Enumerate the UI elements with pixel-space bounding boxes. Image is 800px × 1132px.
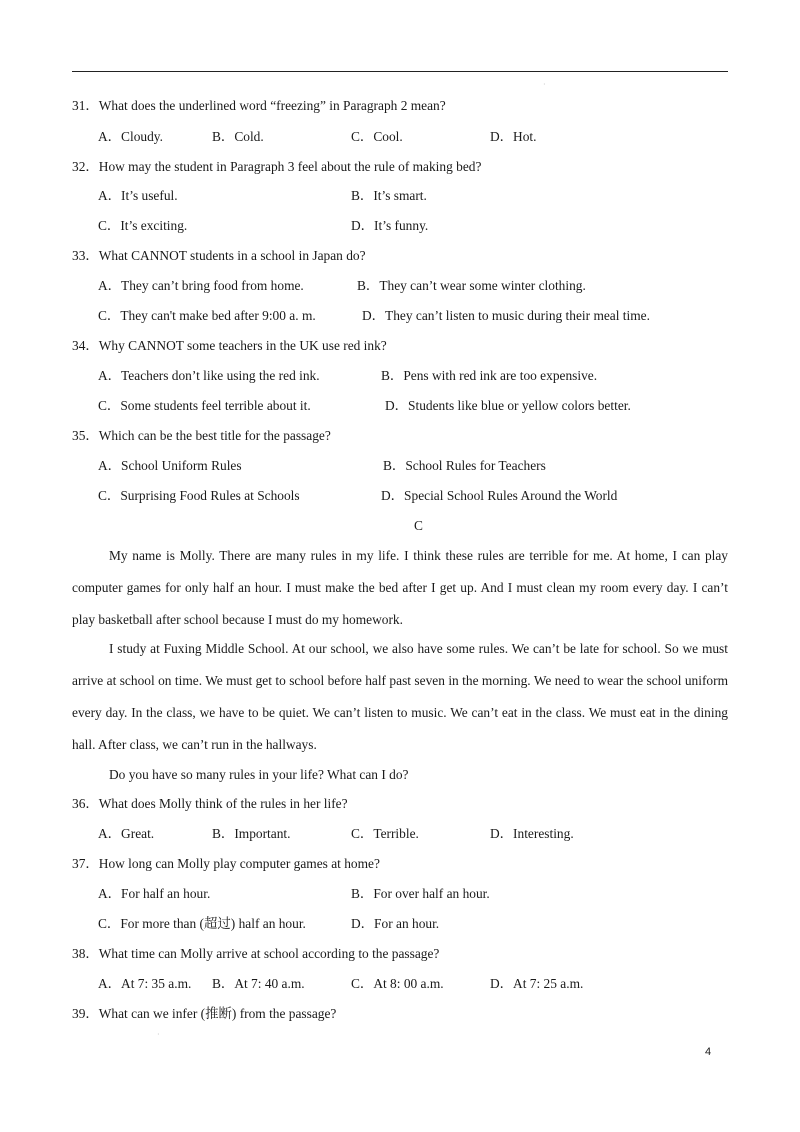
- passage-paragraph-2: I study at Fuxing Middle School. At our school, we also have some rules. We can’t be late for school. So we must arrive at school on time. We must get to school before half past seven in the morning. We need to wear the school uniform every day. In the class, we have to be quiet. We can’t listen to music. We can’t eat in the class. We must eat in the dining hall. After class, we can’t run in the hallways.: [72, 641, 728, 752]
- q38-option-c: C．At 8: 00 a.m.: [351, 976, 444, 991]
- q36-option-c: C．Terrible.: [351, 826, 419, 841]
- q32-option-a: A．It’s useful.: [98, 188, 178, 203]
- q35-option-b: B．School Rules for Teachers: [383, 458, 546, 473]
- q38-option-a: A．At 7: 35 a.m.: [98, 976, 192, 991]
- q31-option-a: A．Cloudy.: [98, 129, 163, 144]
- passage-paragraph-3: Do you have so many rules in your life? What can I do?: [109, 767, 409, 782]
- q35-option-c: C．Surprising Food Rules at Schools: [98, 488, 300, 503]
- question-31-stem: 31．What does the underlined word “freezing” in Paragraph 2 mean?: [72, 98, 446, 113]
- question-37-stem: 37．How long can Molly play computer games at home?: [72, 856, 380, 871]
- q37-option-c: C．For more than (超过) half an hour.: [98, 916, 306, 931]
- q31-option-d: D．Hot.: [490, 129, 537, 144]
- header-rule: [72, 71, 728, 72]
- q33-option-a: A．They can’t bring food from home.: [98, 278, 304, 293]
- q37-option-a: A．For half an hour.: [98, 886, 211, 901]
- q33-option-c: C．They can't make bed after 9:00 a. m.: [98, 308, 316, 323]
- question-32-stem: 32．How may the student in Paragraph 3 feel about the rule of making bed?: [72, 159, 482, 174]
- page-number: 4: [705, 1046, 712, 1058]
- q34-option-d: D．Students like blue or yellow colors better.: [385, 398, 631, 413]
- q36-option-d: D．Interesting.: [490, 826, 574, 841]
- q32-option-c: C．It’s exciting.: [98, 218, 188, 233]
- section-label: C: [414, 518, 423, 533]
- scan-speck: ·: [157, 1030, 160, 1039]
- q33-option-b: B．They can’t wear some winter clothing.: [357, 278, 586, 293]
- q33-option-d: D．They can’t listen to music during their meal time.: [362, 308, 650, 323]
- scan-speck: ·: [543, 80, 546, 89]
- q32-option-b: B．It’s smart.: [351, 188, 427, 203]
- question-34-stem: 34．Why CANNOT some teachers in the UK use red ink?: [72, 338, 387, 353]
- q37-option-d: D．For an hour.: [351, 916, 440, 931]
- q34-option-a: A．Teachers don’t like using the red ink.: [98, 368, 320, 383]
- q32-option-d: D．It’s funny.: [351, 218, 429, 233]
- q35-option-a: A．School Uniform Rules: [98, 458, 242, 473]
- question-38-stem: 38．What time can Molly arrive at school according to the passage?: [72, 946, 440, 961]
- q38-option-d: D．At 7: 25 a.m.: [490, 976, 584, 991]
- question-35-stem: 35．Which can be the best title for the passage?: [72, 428, 331, 443]
- q34-option-b: B．Pens with red ink are too expensive.: [381, 368, 598, 383]
- question-36-stem: 36．What does Molly think of the rules in her life?: [72, 796, 348, 811]
- passage-paragraph-1: My name is Molly. There are many rules in my life. I think these rules are terrible for me. At home, I can play computer games for only half an hour. I must make the bed after I get up. And I must clean my room every day. I can’t play basketball after school because I must do my homework.: [72, 548, 728, 627]
- q31-option-c: C．Cool.: [351, 129, 403, 144]
- q34-option-c: C．Some students feel terrible about it.: [98, 398, 311, 413]
- question-33-stem: 33．What CANNOT students in a school in Japan do?: [72, 248, 366, 263]
- q37-option-b: B．For over half an hour.: [351, 886, 490, 901]
- q35-option-d: D．Special School Rules Around the World: [381, 488, 618, 503]
- q38-option-b: B．At 7: 40 a.m.: [212, 976, 305, 991]
- q31-option-b: B．Cold.: [212, 129, 264, 144]
- question-39-stem: 39．What can we infer (推断) from the passage?: [72, 1006, 337, 1021]
- q36-option-a: A．Great.: [98, 826, 155, 841]
- q36-option-b: B．Important.: [212, 826, 291, 841]
